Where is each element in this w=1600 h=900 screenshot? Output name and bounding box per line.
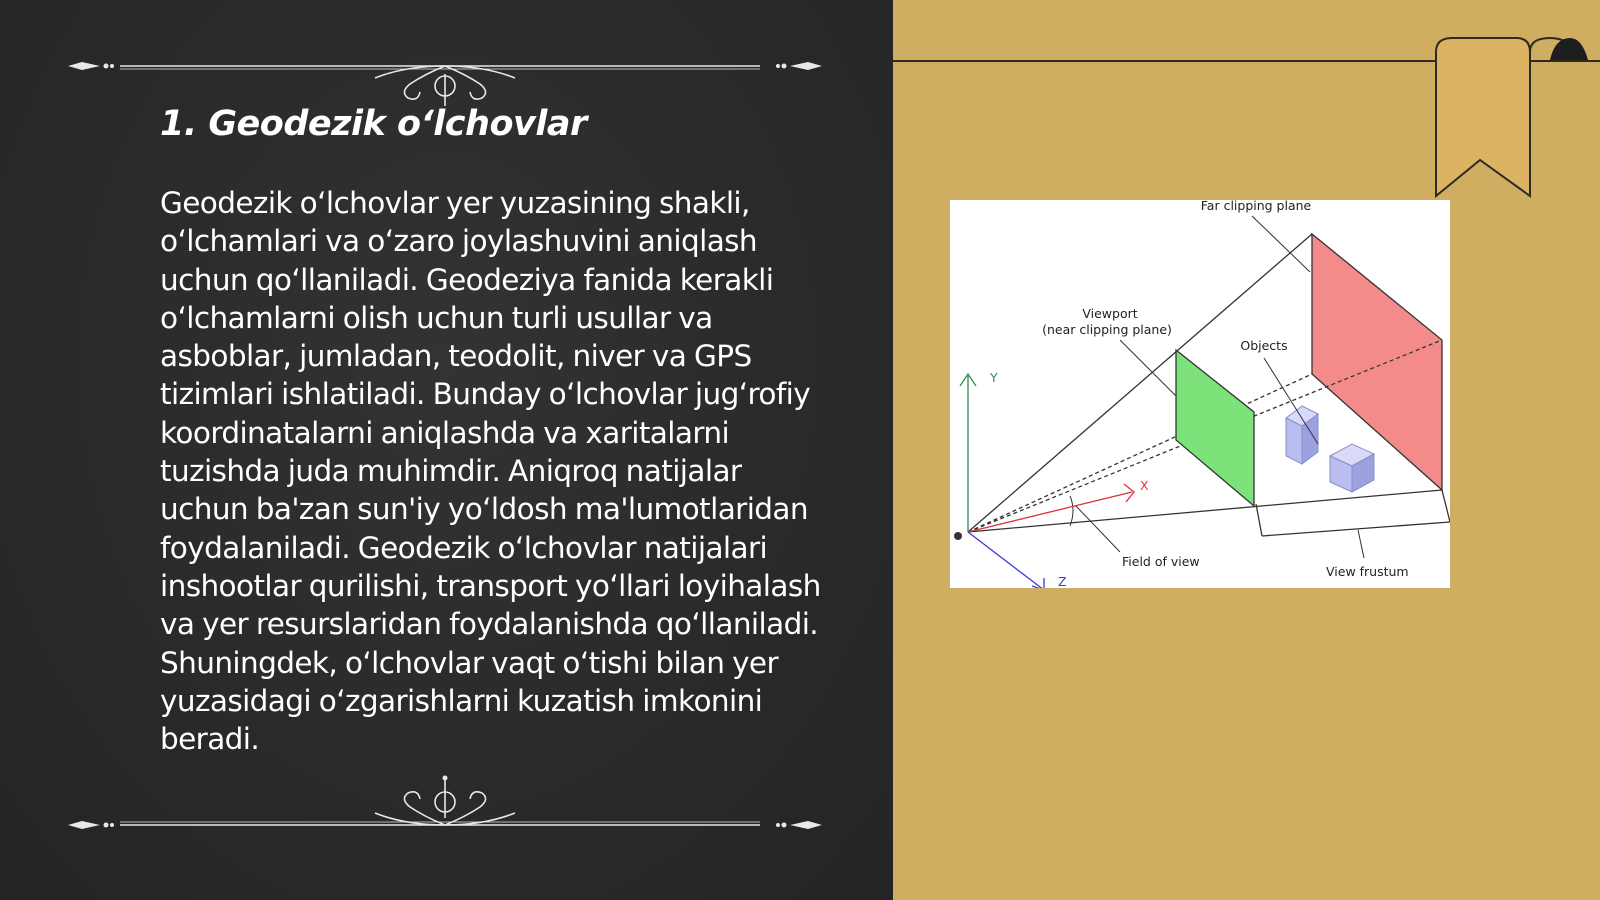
label-axis-x: X (1140, 478, 1149, 493)
label-far-clipping-plane: Far clipping plane (1200, 200, 1312, 213)
ornament-bottom-divider (60, 770, 830, 830)
label-objects: Objects (1240, 338, 1288, 353)
label-view-frustum: View frustum (1326, 564, 1409, 579)
slide-body-text: Geodezik o‘lchovlar yer yuzasining shakli, o‘lchamlari va o‘zaro joylashuvini aniqlash uchun qo‘llaniladi. Geodeziya fanida kerakli o‘lchamlarni olish uchun turli usullar va asboblar, jumladan, teodolit, niver va GPS tizimlari ishlatiladi. Bunday o‘lchovlar jug‘rofiy koordinatalarni aniqlashda va xaritalarni tuzishda juda muhimdir. Aniqroq natijalar uchun ba'zan sun'iy yo‘ldosh ma'lumotlaridan foydalaniladi. Geodezik o‘lchovlar natijalari inshootlar qurilishi, transport yo‘llari loyihalash va yer resurslaridan foydalanishda qo‘llaniladi. Shuningdek, o‘lchovlar vaqt o‘tishi bilan yer yuzasidagi o‘zgarishlarni kuzatish imkonini beradi. (160, 186, 821, 757)
label-axis-z: Z (1058, 574, 1067, 588)
bookmark-ribbon-icon (1430, 30, 1600, 200)
objects-cubes (1286, 406, 1374, 492)
label-field-of-view: Field of view (1122, 554, 1200, 569)
near-clipping-plane-shape (1176, 350, 1254, 506)
label-near-clipping-plane: (near clipping plane) (1042, 322, 1172, 337)
slide-title: 1. Geodezik o‘lchovlar (160, 104, 587, 144)
label-viewport: Viewport (1082, 306, 1138, 321)
label-axis-y: Y (990, 370, 998, 385)
far-clipping-plane-shape (1312, 234, 1442, 490)
eye-icon (954, 532, 962, 540)
view-frustum-diagram (950, 200, 1450, 588)
ornament-top-divider (60, 46, 830, 106)
